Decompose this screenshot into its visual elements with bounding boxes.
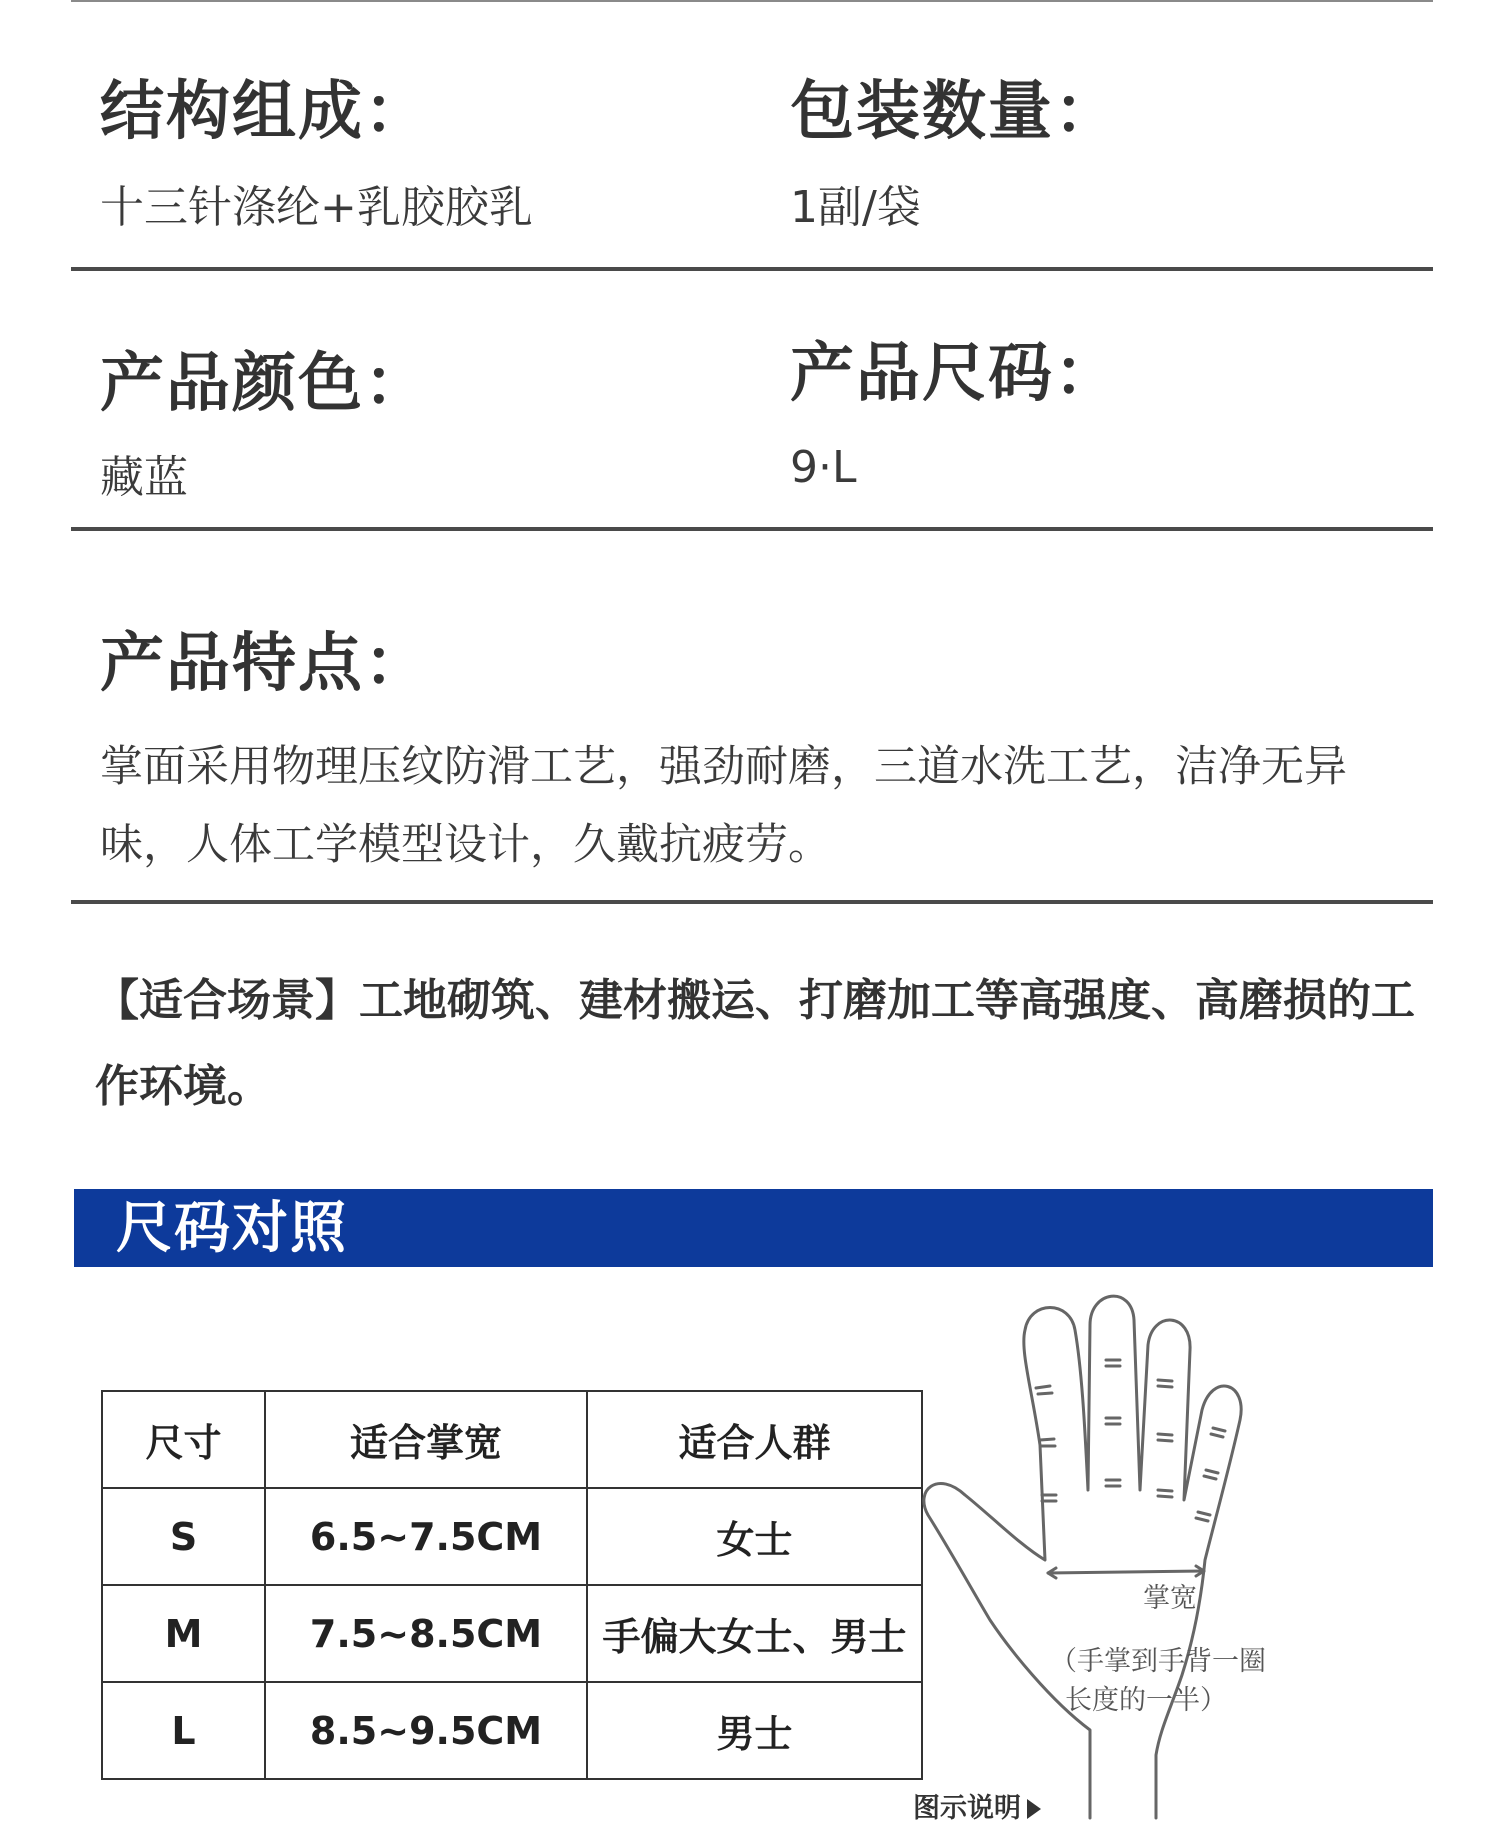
- features-title: 产品特点：: [100, 627, 430, 701]
- table-cell: 7.5~8.5CM: [265, 1585, 587, 1682]
- diagram-caption: [913, 1795, 1041, 1822]
- size-title: 产品尺码：: [790, 337, 1120, 411]
- divider-2: [71, 527, 1433, 531]
- table-row: [102, 1488, 922, 1585]
- palm-width-note-line2: 长度的一半）: [1065, 1685, 1227, 1716]
- table-cell: 8.5~9.5CM: [265, 1682, 587, 1779]
- table-cell: 男士: [587, 1682, 922, 1779]
- size-value: 9·L: [790, 442, 857, 493]
- size-chart-title: 尺码对照: [116, 1196, 348, 1261]
- table-row: [102, 1585, 922, 1682]
- table-header-cell: 适合人群: [587, 1391, 922, 1488]
- table-row: [102, 1682, 922, 1779]
- palm-width-label: 掌宽: [1143, 1583, 1197, 1614]
- divider-3: [71, 900, 1433, 904]
- package-value: 1副/袋: [790, 182, 921, 233]
- hand-outline-icon: [920, 1290, 1340, 1829]
- table-cell: L: [102, 1682, 265, 1779]
- palm-width-note-line1: （手掌到手背一圈: [1050, 1646, 1266, 1677]
- diagram-caption-text: 图示说明: [913, 1793, 1021, 1824]
- size-table: [101, 1390, 923, 1780]
- structure-value: 十三针涤纶+乳胶胶乳: [100, 182, 533, 233]
- table-header-cell: 尺寸: [102, 1391, 265, 1488]
- package-title: 包装数量：: [790, 75, 1120, 149]
- color-title: 产品颜色：: [100, 347, 430, 421]
- top-divider: [71, 0, 1433, 2]
- divider-1: [71, 267, 1433, 271]
- table-cell: 女士: [587, 1488, 922, 1585]
- size-chart-banner: [74, 1189, 1433, 1267]
- structure-title: 结构组成：: [100, 75, 430, 149]
- table-cell: M: [102, 1585, 265, 1682]
- table-header-cell: 适合掌宽: [265, 1391, 587, 1488]
- scene-text: 【适合场景】工地砌筑、建材搬运、打磨加工等高强度、高磨损的工作环境。: [95, 975, 1415, 1112]
- features-text: 掌面采用物理压纹防滑工艺，强劲耐磨，三道水洗工艺，洁净无异味，人体工学模型设计，久戴抗疲劳。: [100, 742, 1347, 870]
- table-cell: S: [102, 1488, 265, 1585]
- table-cell: 6.5~7.5CM: [265, 1488, 587, 1585]
- table-cell: 手偏大女士、男士: [587, 1585, 922, 1682]
- table-header-row: [102, 1391, 922, 1488]
- triangle-right-icon: [1027, 1799, 1041, 1819]
- color-value: 藏蓝: [100, 452, 188, 503]
